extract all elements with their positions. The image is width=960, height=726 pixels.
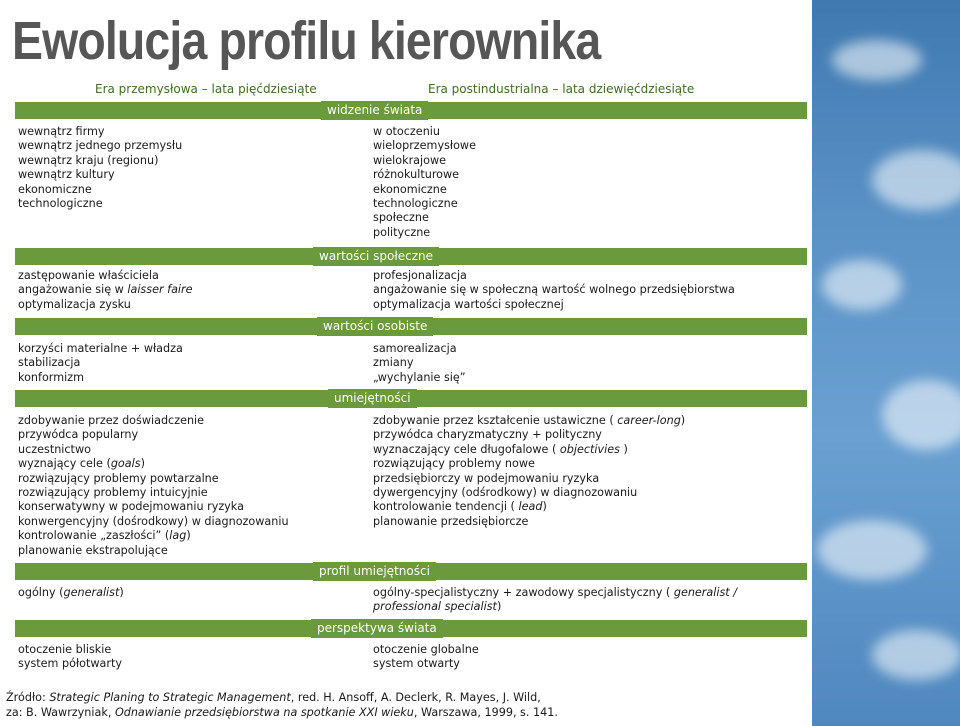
list-item: angażowanie się w laisser faire [18,283,193,297]
list-item: zmiany [373,356,414,370]
list-item: ogólny (generalist) [18,586,124,599]
profil-umiejetnosci-postindustrial [373,586,737,615]
section-label-profil-umiejetnosci: profil umiejętności [313,562,436,581]
list-item: wielokrajowe [373,153,447,167]
list-item: przywódca popularny [18,428,139,442]
list-item: polityczne [373,225,431,239]
sky-photo [812,0,960,726]
source-citation: Źródło: Strategic Planing to Strategic Management, red. H. Ansoff, A. Declerk, R. Mayes, J. Wild, za: B. Wawrzyniak, Odnawianie przedsiębiorstwa na spotkanie XXI wieku, Warszawa, 1999, s. 141. [6,691,558,719]
era-postindustrial-heading: Era postindustrialna – lata dziewięćdziesiąte [428,82,695,96]
wartosci-osobiste-industrial [18,342,183,385]
wartosci-spoleczne-industrial [18,269,193,312]
list-item: kontrolowanie „zaszłości” (lag) [18,529,191,543]
list-item: system półotwarty [18,657,122,671]
list-item: planowanie ekstrapolujące [18,543,168,557]
section-label-wartosci-osobiste: wartości osobiste [317,317,433,336]
list-item: wewnątrz jednego przemysłu [18,139,183,153]
list-item: różnokulturowe [373,168,460,182]
list-item: planowanie przedsiębiorcze [373,514,529,528]
section-label-perspektywa-swiata: perspektywa świata [311,619,443,638]
list-item: rozwiązujący problemy nowe [373,457,535,471]
list-item: optymalizacja wartości społecznej [373,297,564,311]
list-item: wewnątrz kultury [18,168,115,182]
list-item: kontrolowanie tendencji ( lead) [373,500,547,514]
list-item: zdobywanie przez kształcenie ustawiczne ( career-long) [373,414,686,427]
list-item: ekonomiczne [373,182,447,196]
section-label-widzenie-swiata: widzenie świata [321,101,428,120]
list-item: otoczenie globalne [373,643,479,656]
list-item: konformizm [18,370,84,384]
list-item: ekonomiczne [18,182,92,196]
list-item: w otoczeniu [373,125,440,138]
list-item: otoczenie bliskie [18,643,112,656]
list-item: wewnątrz kraju (regionu) [18,153,159,167]
widzenie-swiata-industrial [18,125,182,211]
list-item: „wychylanie się” [373,370,466,384]
list-item: angażowanie się w społeczną wartość wolnego przedsiębiorstwa [373,283,735,297]
perspektywa-swiata-industrial [18,643,122,672]
list-item: wieloprzemysłowe [373,139,476,153]
list-item: stabilizacja [18,356,81,370]
list-item: wyznaczający cele długofalowe ( objectivies ) [373,442,628,456]
list-item: optymalizacja zysku [18,297,131,311]
list-item: przywódca charyzmatyczny + polityczny [373,428,602,442]
list-item: rozwiązujący problemy intuicyjnie [18,485,208,499]
list-item: społeczne [373,211,429,225]
list-item: konwergencyjny (dośrodkowy) w diagnozowaniu [18,514,289,528]
list-item: wyznający cele (goals) [18,457,145,471]
list-item: konserwatywny w podejmowaniu ryzyka [18,500,244,514]
list-item: rozwiązujący problemy powtarzalne [18,471,219,485]
list-item: samorealizacja [373,342,457,355]
list-item: korzyści materialne + władza [18,342,183,355]
list-item: wewnątrz firmy [18,125,105,138]
perspektywa-swiata-postindustrial [373,643,479,672]
list-item: uczestnictwo [18,442,91,456]
wartosci-osobiste-postindustrial [373,342,466,385]
umiejetnosci-industrial [18,414,289,558]
section-label-umiejetnosci: umiejętności [328,389,417,408]
profil-umiejetnosci-industrial [18,586,124,600]
list-item: zdobywanie przez doświadczenie [18,414,205,427]
section-label-wartosci-spoleczne: wartości społeczne [313,247,439,266]
list-item: przedsiębiorczy w podejmowaniu ryzyka [373,471,600,485]
list-item: technologiczne [373,196,458,210]
list-item: profesjonalizacja [373,269,467,282]
list-item: ogólny-specjalistyczny + zawodowy specjalistyczny ( generalist / [373,586,738,599]
umiejetnosci-postindustrial [373,414,685,529]
widzenie-swiata-postindustrial [373,125,476,240]
wartosci-spoleczne-postindustrial [373,269,735,312]
page-title: Ewolucja profilu kierownika [12,11,601,71]
list-item: dywergencyjny (odśrodkowy) w diagnozowaniu [373,485,638,499]
list-item: zastępowanie właściciela [18,269,159,282]
list-item: system otwarty [373,657,460,671]
list-item: professional specialist) [373,600,502,614]
list-item: technologiczne [18,196,103,210]
era-industrial-heading: Era przemysłowa – lata pięćdziesiąte [95,82,317,96]
